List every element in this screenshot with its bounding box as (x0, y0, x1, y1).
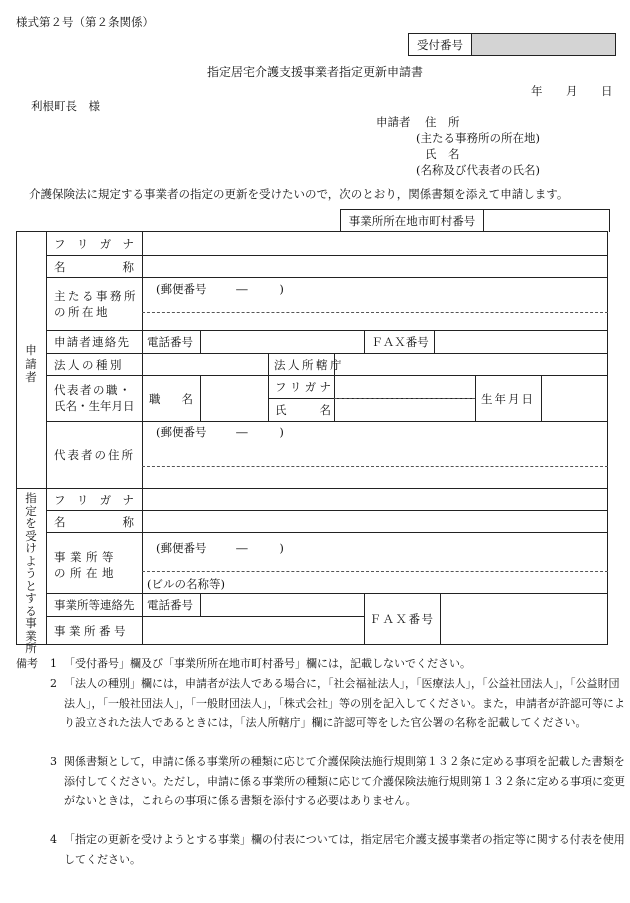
applicant-name-label: 氏 名 (425, 147, 460, 161)
office-address-label: 主たる事務所 の所在地 (54, 289, 138, 319)
rep-name-label: 氏 名 (275, 402, 331, 417)
applicant-side-char-1: 申 (25, 343, 37, 357)
applicant-address-note: (主たる事務所の所在地) (416, 131, 540, 145)
note-1: 備考 1 「受付番号」欄及び「事業所所在地市町村番号」欄には，記載しないでください。 (16, 654, 616, 674)
applicant-side-label (16, 344, 46, 385)
rep-info-label: 代表者の職・ 氏名・生年月日 (54, 383, 135, 413)
note-2: 2 「法人の種別」欄には，申請者が法人である場合に，「社会福祉法人」，「医療法人」，「公益社団法人」，「公益財団法人」，「一般社団法人」，「一般財団法人」，「株式会社」等の別を記入してください。また，申請者が許認可等により設立された法人であるときには，「法人所轄庁」欄に許認可等をした官公署の名称を記載してください。 (50, 677, 625, 729)
applicant-side-char-2: 請 (25, 356, 37, 371)
date-year: 年 (531, 84, 543, 98)
rep-postal: (郵便番号 ― ) (156, 425, 284, 439)
municipality-code-label: 事業所所在地市町村番号 (341, 210, 484, 232)
corp-type-label: 法人の種別 (54, 357, 124, 372)
business-phone-label: 電話番号 (147, 597, 193, 612)
rep-address-label: 代表者の住所 (54, 447, 135, 462)
addressee: 利根町長 様 (31, 99, 100, 113)
notes-label: 備考 (16, 657, 38, 670)
business-contact-label: 事業所等連絡先 (54, 597, 135, 612)
receipt-number-label: 受付番号 (409, 34, 472, 55)
applicant-label: 申請者 (376, 115, 411, 129)
date-month: 月 (566, 84, 578, 98)
statement: 介護保険法に規定する事業者の指定の更新を受けたいので，次のとおり，関係書類を添えて申請します。 (29, 187, 569, 201)
business-postal: (郵便番号 ― ) (156, 541, 284, 555)
rep-title-label: 職 名 (149, 391, 193, 406)
business-side-label: 指 定 を 受 け よ う と す る 事 業 所 (25, 491, 37, 655)
applicant-side-char-3: 者 (25, 370, 37, 384)
note-4: 4 「指定の更新を受けようとする事業」欄の付表については，指定居宅介護支援事業者の指定等に関する付表を使用してください。 (50, 833, 625, 866)
applicant-contact-label: 申請者連絡先 (54, 334, 131, 349)
form-number: 様式第２号（第２条関係） (16, 15, 154, 29)
receipt-number-field[interactable] (472, 34, 615, 55)
municipality-code-box (340, 209, 610, 232)
building-name-label: (ビルの名称等) (147, 577, 225, 591)
municipality-code-field[interactable] (484, 210, 609, 232)
office-number-label: 事業所番号 (54, 623, 129, 638)
page-title: 指定居宅介護支援事業者指定更新申請書 (206, 65, 423, 79)
applicant-fax-label: ＦＡＸ番号 (371, 334, 429, 349)
applicant-name-note: (名称及び代表者の氏名) (416, 163, 540, 177)
applicant-phone-label: 電話番号 (147, 334, 193, 349)
name-label: 名 称 (54, 259, 134, 274)
note-3: 3 関係書類として，申請に係る事業所の種類に応じて介護保険法施行規則第１３２条に定める事項を記載した書類を添付してください。ただし，申請に係る事業所の種類に応じて介護保険法施行規則第１３２条に定める事項に変更がないときは，これらの事項に係る書類を添付する必要はありません。 (50, 755, 625, 807)
business-name-label: 名 称 (54, 514, 134, 529)
receipt-number-box (408, 33, 616, 56)
business-fax-label: ＦＡＸ番号 (369, 612, 435, 626)
applicant-address-label: 住 所 (425, 115, 460, 129)
corp-authority-label: 法人所轄庁 (274, 357, 344, 372)
birthdate-label: 生年月日 (481, 391, 535, 406)
office-postal: (郵便番号 ― ) (156, 282, 284, 296)
furigana-label: フ リ ガ ナ (54, 236, 134, 251)
rep-furigana-label: フ リ ガ ナ (275, 379, 331, 394)
business-address-label: 事業所等 の所在地 (54, 550, 118, 580)
date-day: 日 (601, 84, 613, 98)
business-furigana-label: フ リ ガ ナ (54, 492, 134, 507)
